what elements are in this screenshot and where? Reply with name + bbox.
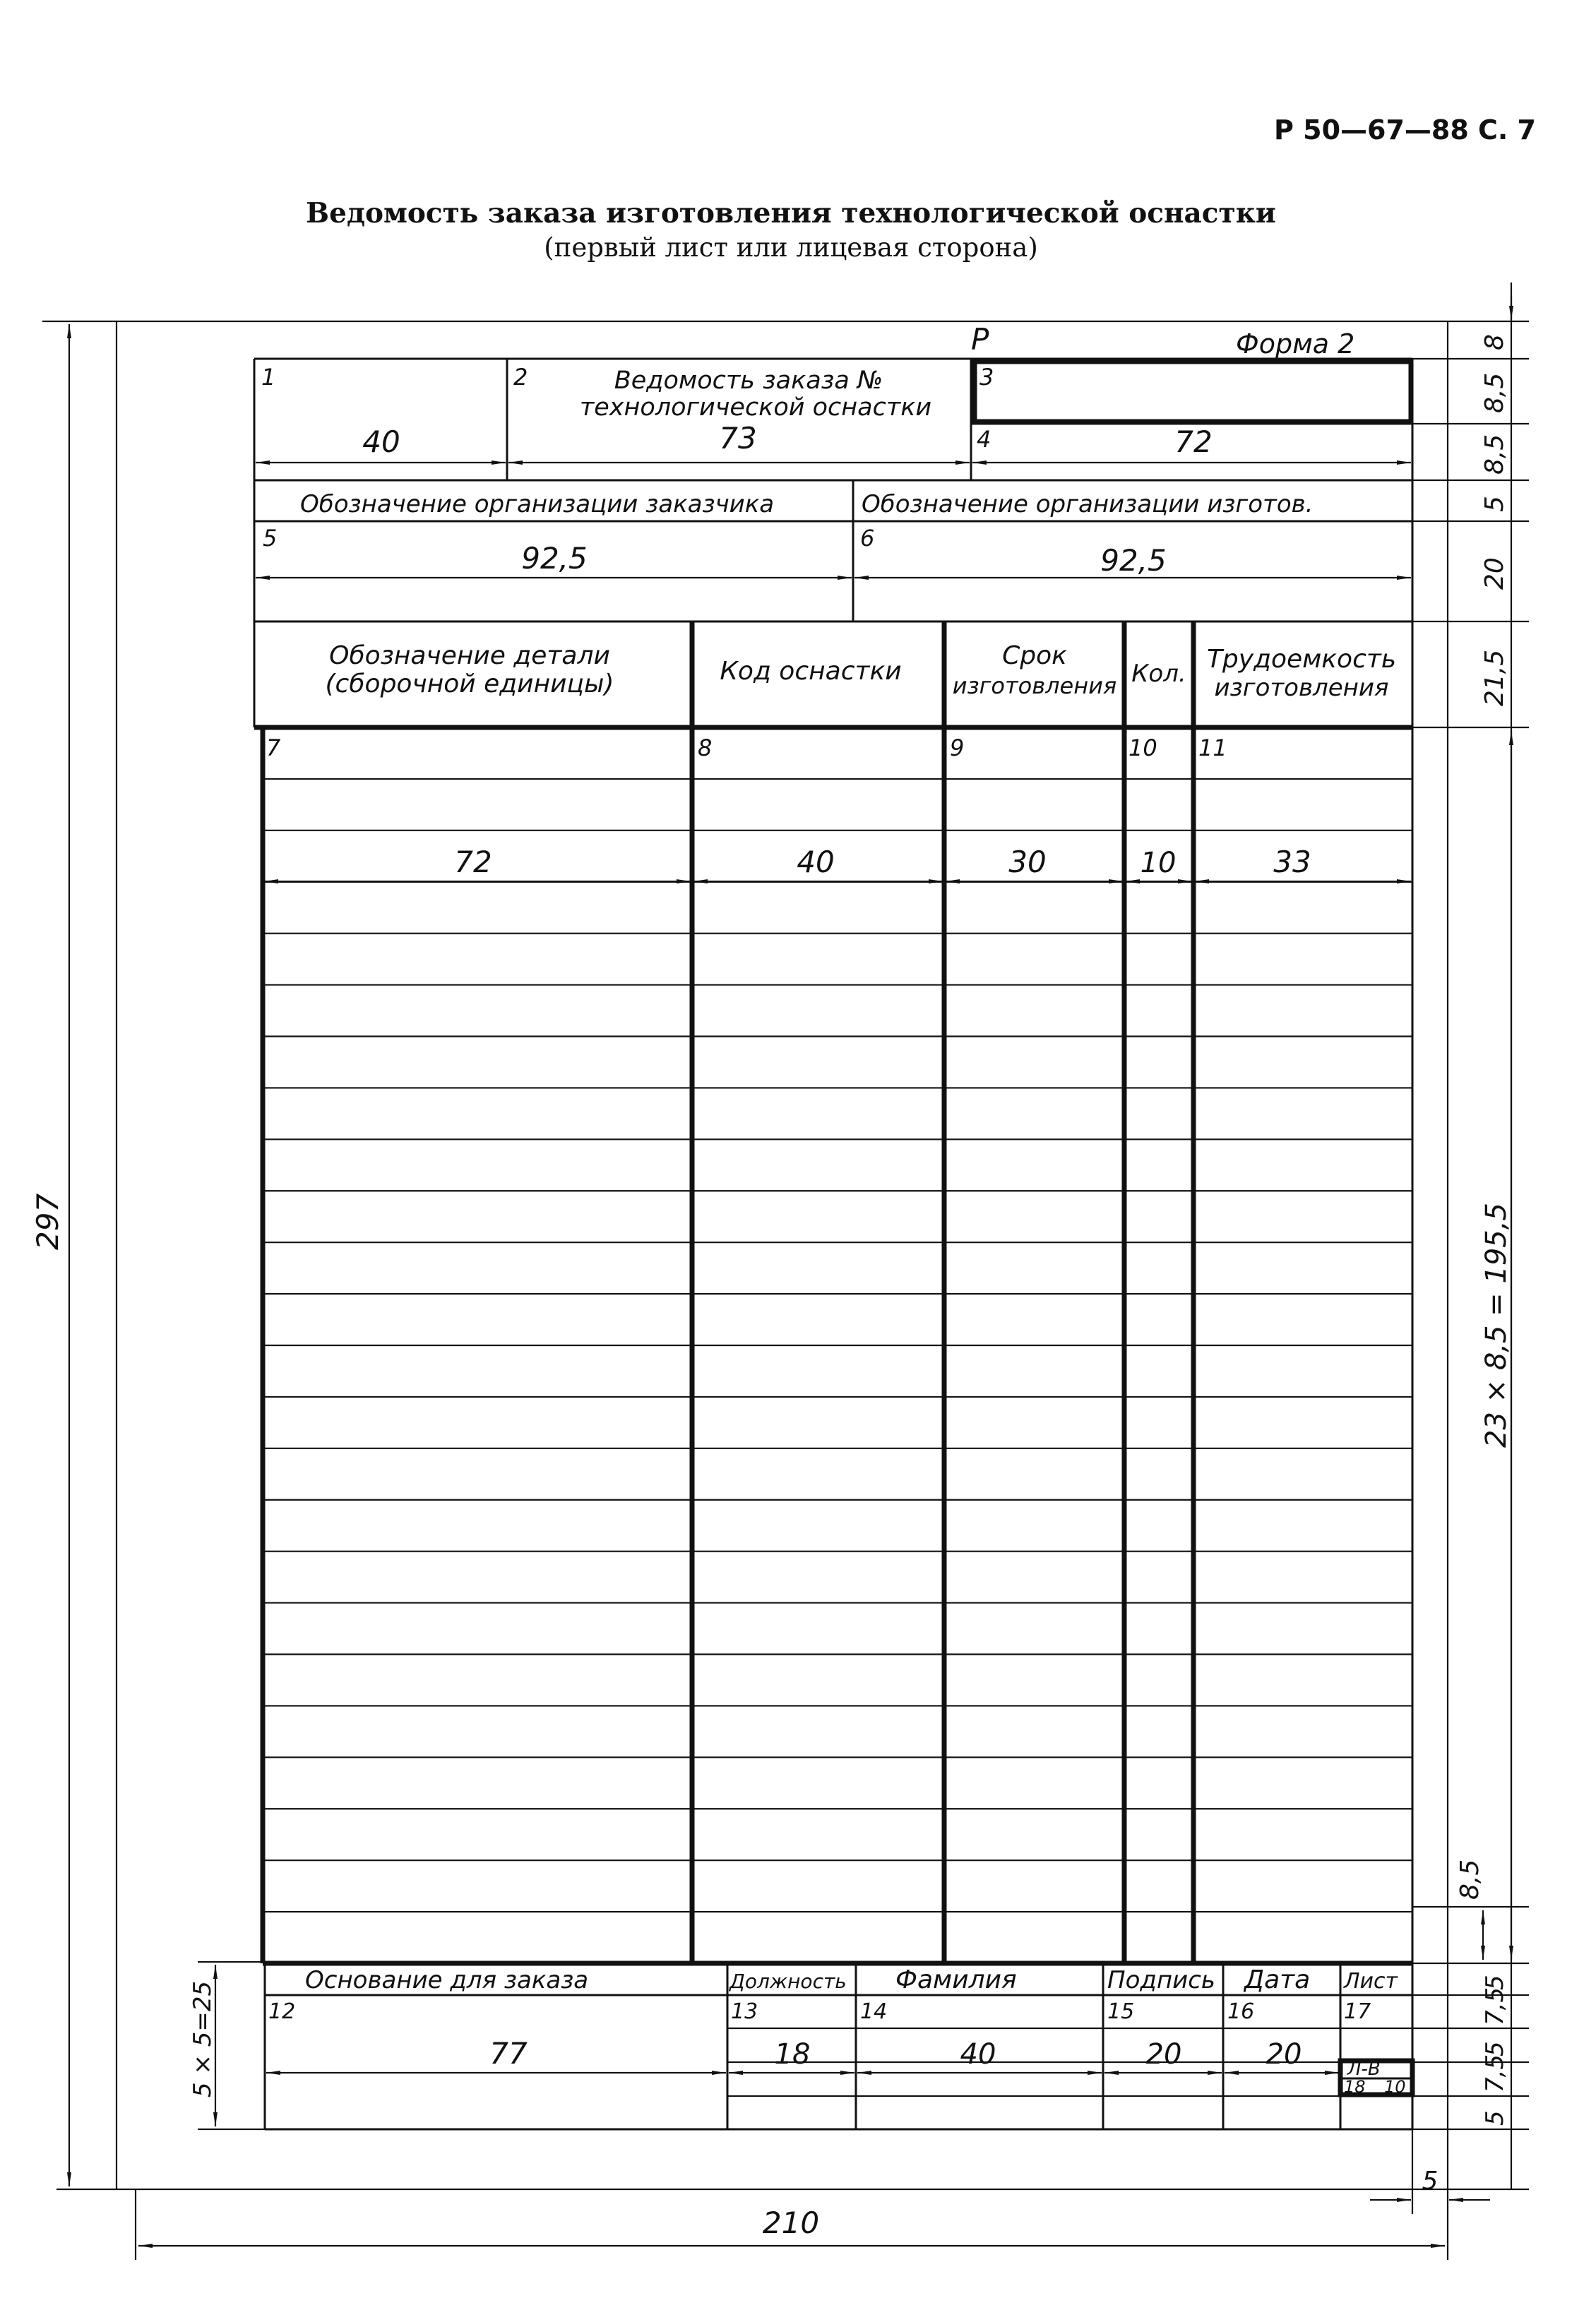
dim-h5a: 5	[1480, 496, 1509, 512]
cell-5-number: 5	[263, 525, 278, 552]
maker-org-label: Обозначение организации изготов.	[862, 490, 1314, 518]
dim-297: 297	[30, 1193, 65, 1250]
form-label: Форма 2	[1236, 328, 1355, 359]
dim-92-5-right: 92,5	[1100, 543, 1167, 578]
dim-hf5a: 5	[1481, 1975, 1509, 1990]
footer-16: 16	[1227, 1999, 1255, 2024]
col-labor-line2: изготовления	[1214, 674, 1389, 702]
row-lines	[263, 779, 1412, 1912]
footer-15: 15	[1107, 1999, 1135, 2024]
col-term-line1: Срок	[1002, 641, 1067, 670]
cell-6-number: 6	[860, 525, 875, 552]
col-11-number: 11	[1198, 734, 1227, 761]
customer-org-label: Обозначение организации заказчика	[300, 490, 775, 518]
dim-40c: 40	[960, 2038, 996, 2071]
dim-10: 10	[1140, 847, 1177, 879]
col-code: Код оснастки	[720, 657, 902, 686]
form-letter: Р	[971, 322, 989, 357]
cell-2-title-line1: Ведомость заказа №	[614, 367, 883, 395]
footer-18: 18	[1344, 2077, 1366, 2097]
footer-date: Дата	[1244, 1965, 1311, 1994]
dim-210: 210	[762, 2206, 820, 2240]
dim-h21-5: 21,5	[1480, 649, 1509, 706]
document-subtitle: (первый лист или лицевая сторона)	[544, 232, 1038, 263]
dim-77: 77	[489, 2036, 528, 2071]
dim-hf7-5b: 7,5	[1481, 2054, 1509, 2093]
dim-73: 73	[719, 421, 757, 456]
dim-h8-5b: 8,5	[1480, 434, 1509, 475]
dim-h20: 20	[1480, 557, 1509, 590]
footer-position: Должность	[729, 1970, 847, 1993]
dim-20b: 20	[1266, 2038, 1302, 2071]
col-10-number: 10	[1128, 734, 1157, 761]
footer-14: 14	[860, 1999, 888, 2024]
dim-72: 72	[454, 845, 492, 879]
dim-h8-5a: 8,5	[1480, 372, 1509, 413]
dim-hf7-5a: 7,5	[1481, 1987, 1509, 2025]
dim-hf5c: 5	[1481, 2110, 1509, 2126]
dim-92-5-left: 92,5	[521, 541, 588, 576]
col-9-number: 9	[950, 734, 965, 761]
document-title: Ведомость заказа изготовления технологической оснастки	[306, 197, 1276, 230]
col-qty: Кол.	[1131, 660, 1186, 688]
dim-h8: 8	[1480, 334, 1509, 350]
col-detail-line1: Обозначение детали	[329, 641, 610, 670]
cell-2-title-line2: технологической оснастки	[579, 393, 932, 422]
cell-3-number: 3	[979, 364, 994, 391]
col-term-line2: изготовления	[952, 672, 1117, 699]
footer-13: 13	[731, 1999, 758, 2024]
col-8-number: 8	[698, 734, 713, 761]
cell-2-number: 2	[513, 364, 528, 391]
col-7-number: 7	[266, 734, 281, 761]
page-reference: Р 50—67—88 С. 7	[1274, 114, 1536, 145]
dim-33: 33	[1273, 845, 1311, 879]
dim-40: 40	[362, 424, 400, 459]
footer-sheet: Лист	[1344, 1969, 1398, 1994]
cell-3-box	[975, 362, 1411, 422]
footer-signature: Подпись	[1107, 1966, 1215, 1994]
col-labor-line1: Трудоемкость	[1206, 645, 1397, 674]
dim-h-rows: 23 × 8,5 = 195,5	[1480, 1203, 1513, 1448]
dim-18: 18	[774, 2038, 811, 2071]
footer-basis: Основание для заказа	[305, 1966, 589, 1994]
dim-20a: 20	[1145, 2038, 1182, 2071]
cell-4-number: 4	[977, 426, 991, 453]
col-detail-line2: (сборочной единицы)	[325, 669, 614, 698]
footer-sheet-code: Л-В	[1347, 2059, 1381, 2080]
cell-1-number: 1	[261, 364, 276, 391]
dim-40b: 40	[797, 845, 835, 879]
dim-h8-5-row: 8,5	[1455, 1859, 1484, 1900]
dim-30: 30	[1008, 845, 1047, 879]
footer-surname: Фамилия	[895, 1965, 1017, 1994]
footer-17: 17	[1344, 1999, 1371, 2024]
dim-hf5b: 5	[1481, 2041, 1509, 2057]
footer-12: 12	[268, 1999, 296, 2024]
footer-10: 10	[1384, 2077, 1406, 2097]
dim-footer-total: 5 × 5=25	[189, 1980, 217, 2097]
dim-margin-5: 5	[1422, 2167, 1439, 2196]
dim-72-top: 72	[1174, 424, 1213, 459]
